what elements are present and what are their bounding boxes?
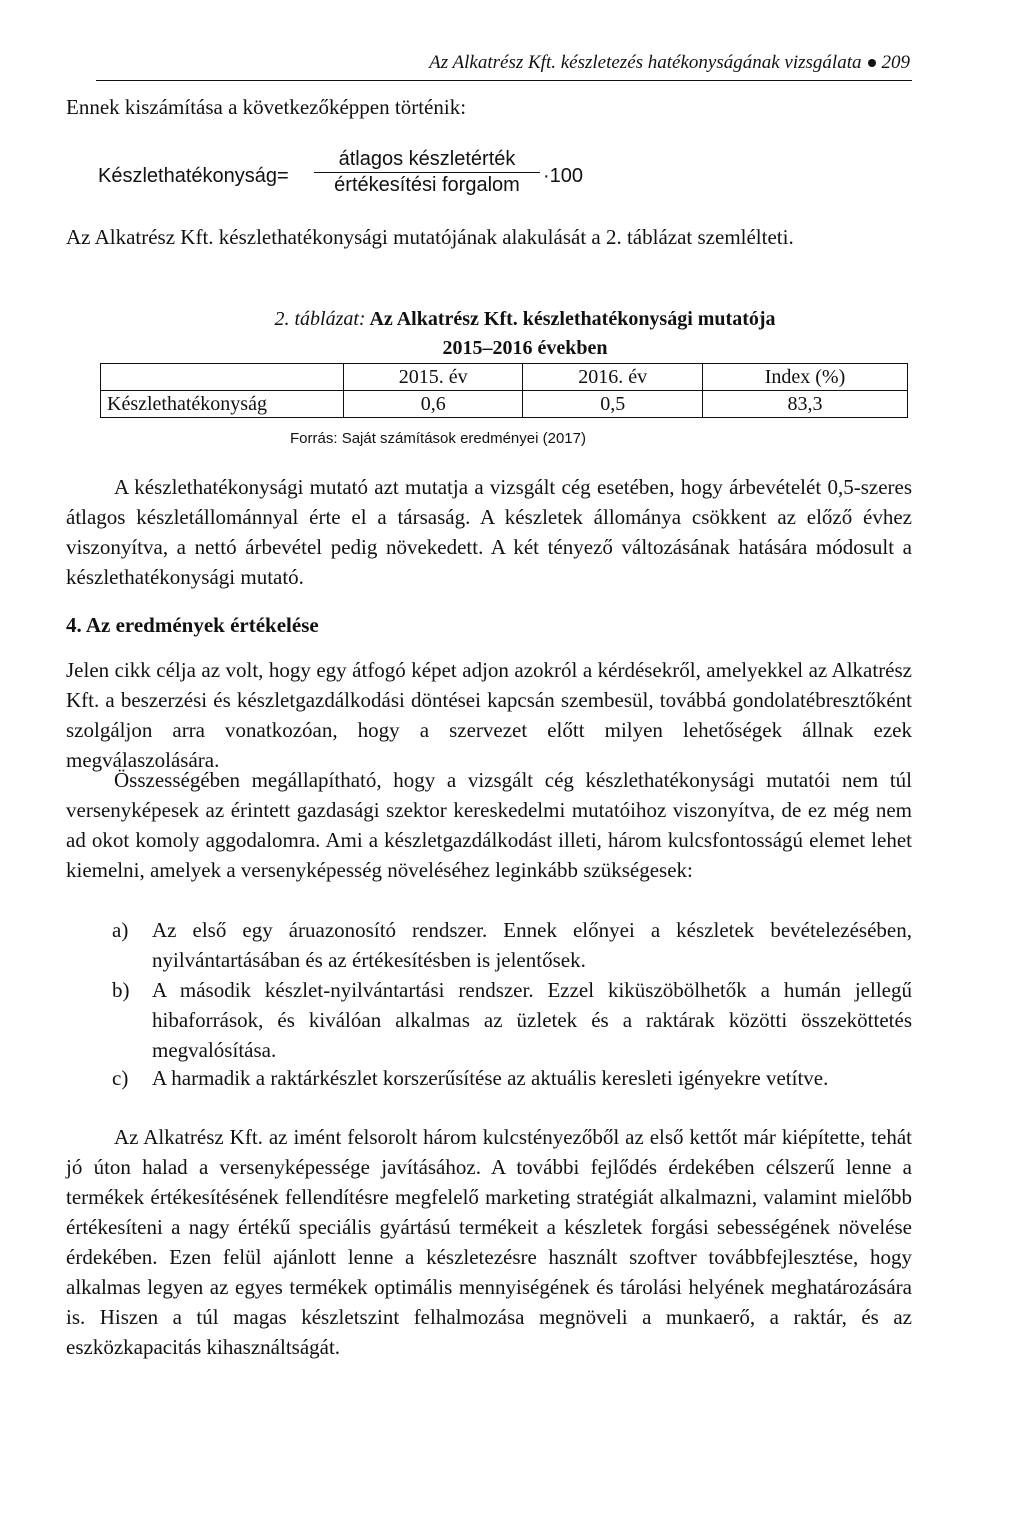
formula-numerator: átlagos készletérték — [314, 148, 540, 173]
table-caption — [200, 305, 850, 334]
list-item — [66, 915, 912, 975]
list-item — [66, 975, 912, 1065]
table-cell: 0,6 — [344, 391, 523, 418]
table-caption-years: 2015–2016 években — [442, 337, 608, 359]
paragraph-table-reference: Az Alkatrész Kft. készlethatékonysági mutatójának alakulását a 2. táblázat szemlélteti. — [66, 225, 794, 249]
table-cell: 83,3 — [702, 391, 907, 418]
list-item-label: b) — [112, 978, 130, 1002]
table-source: Forrás: Saját számítások eredményei (2017) — [290, 430, 586, 447]
table-row — [101, 391, 908, 418]
table-row-label: Készlethatékonyság — [101, 391, 344, 418]
formula-lhs: Készlethatékonyság= — [98, 165, 289, 187]
formula-fraction — [314, 148, 540, 197]
data-table — [100, 363, 908, 418]
table-header-cell: Index (%) — [702, 364, 907, 391]
list-item-text: Az első egy áruazonosító rendszer. Ennek előnyei a készletek bevételezésében, nyilvántartásában és az értékesítésben is jelentősek. — [152, 918, 912, 972]
table-cell: 0,5 — [523, 391, 702, 418]
list-item-label: a) — [112, 918, 129, 942]
table-header-row — [101, 364, 908, 391]
running-title: Az Alkatrész Kft. készletezés hatékonyságának vizsgálata — [429, 52, 862, 73]
paragraph-purpose: Jelen cikk célja az volt, hogy egy átfogó képet adjon azokról a kérdésekről, amelyekkel az Alkatrész Kft. a beszerzési és készletgazdálkodási döntései kapcsán szembesül, továbbá gondolatébresztőként szolgáljon arra vonatkozóan, hogy a szervezet előtt milyen lehetőségek állnak ezek megválaszolására. — [66, 658, 912, 772]
list-item — [66, 1063, 912, 1093]
bullet-icon — [868, 59, 876, 67]
paragraph-recommendations: Az Alkatrész Kft. az imént felsorolt három kulcstényezőből az első kettőt már kiépítette, tehát jó úton halad a versenyképessége javításához. A további fejlődés érdekében célszerű lenne a termékek értékesítésének fellendítésre megfelelő marketing stratégiát alkalmazni, valamint mielőbb értékesíteni a nagy értékű speciális gyártású termékeit a készletek forgási sebességének növelése érdekében. Ezen felül ajánlott lenne a készletezésre használt szoftver továbbfejlesztése, hogy alkalmas legyen az egyes termékek optimális mennyiségének és tárolási helyének meghatározására is. Hiszen a túl magas készletszint felhalmozása megnöveli a munkaerő, a raktár, és az eszközkapacitás kihasználtságát. — [66, 1125, 912, 1359]
table-header-cell: 2015. év — [344, 364, 523, 391]
page-number: 209 — [881, 52, 910, 73]
intro-text: Ennek kiszámítása a következőképpen történik: — [66, 95, 467, 119]
paragraph-analysis: A készlethatékonysági mutató azt mutatja a vizsgált cég esetében, hogy árbevételét 0,5-szeres átlagos készletállománnyal érte el a társaság. A készletek állománya csökkent az előző évhez viszonyítva, a nettó árbevétel pedig növekedett. A két tényező változásának hatására módosult a készlethatékonysági mutató. — [66, 475, 912, 589]
running-header — [96, 50, 912, 81]
list-item-label: c) — [112, 1066, 129, 1090]
table-caption-label: 2. táblázat: — [274, 308, 366, 330]
list-item-text: A harmadik a raktárkészlet korszerűsítése az aktuális keresleti igényekre vetítve. — [152, 1066, 829, 1090]
list-item-text: A második készlet-nyilvántartási rendszer. Ezzel kiküszöbölhetők a humán jellegű hibaforrások, és kiválóan alkalmas az üzletek és a raktárak közötti összeköttetés megvalósítása. — [152, 978, 912, 1062]
table-caption-title: Az Alkatrész Kft. készlethatékonysági mutatója — [369, 308, 776, 330]
paragraph-conclusion: Összességében megállapítható, hogy a vizsgált cég készlethatékonysági mutatói nem túl versenyképesek az érintett gazdasági szektor kereskedelmi mutatóihoz viszonyítva, de ez még nem ad okot komoly aggodalomra. Ami a készletgazdálkodást illeti, három kulcsfontosságú elemet lehet kiemelni, amelyek a versenyképesség növeléséhez leginkább szükségesek: — [66, 768, 912, 882]
table-header-cell: 2016. év — [523, 364, 702, 391]
formula-multiplier: ·100 — [543, 165, 584, 187]
formula-denominator: értékesítési forgalom — [334, 174, 520, 196]
table-header-cell — [101, 364, 344, 391]
section-heading: 4. Az eredmények értékelése — [66, 613, 319, 637]
